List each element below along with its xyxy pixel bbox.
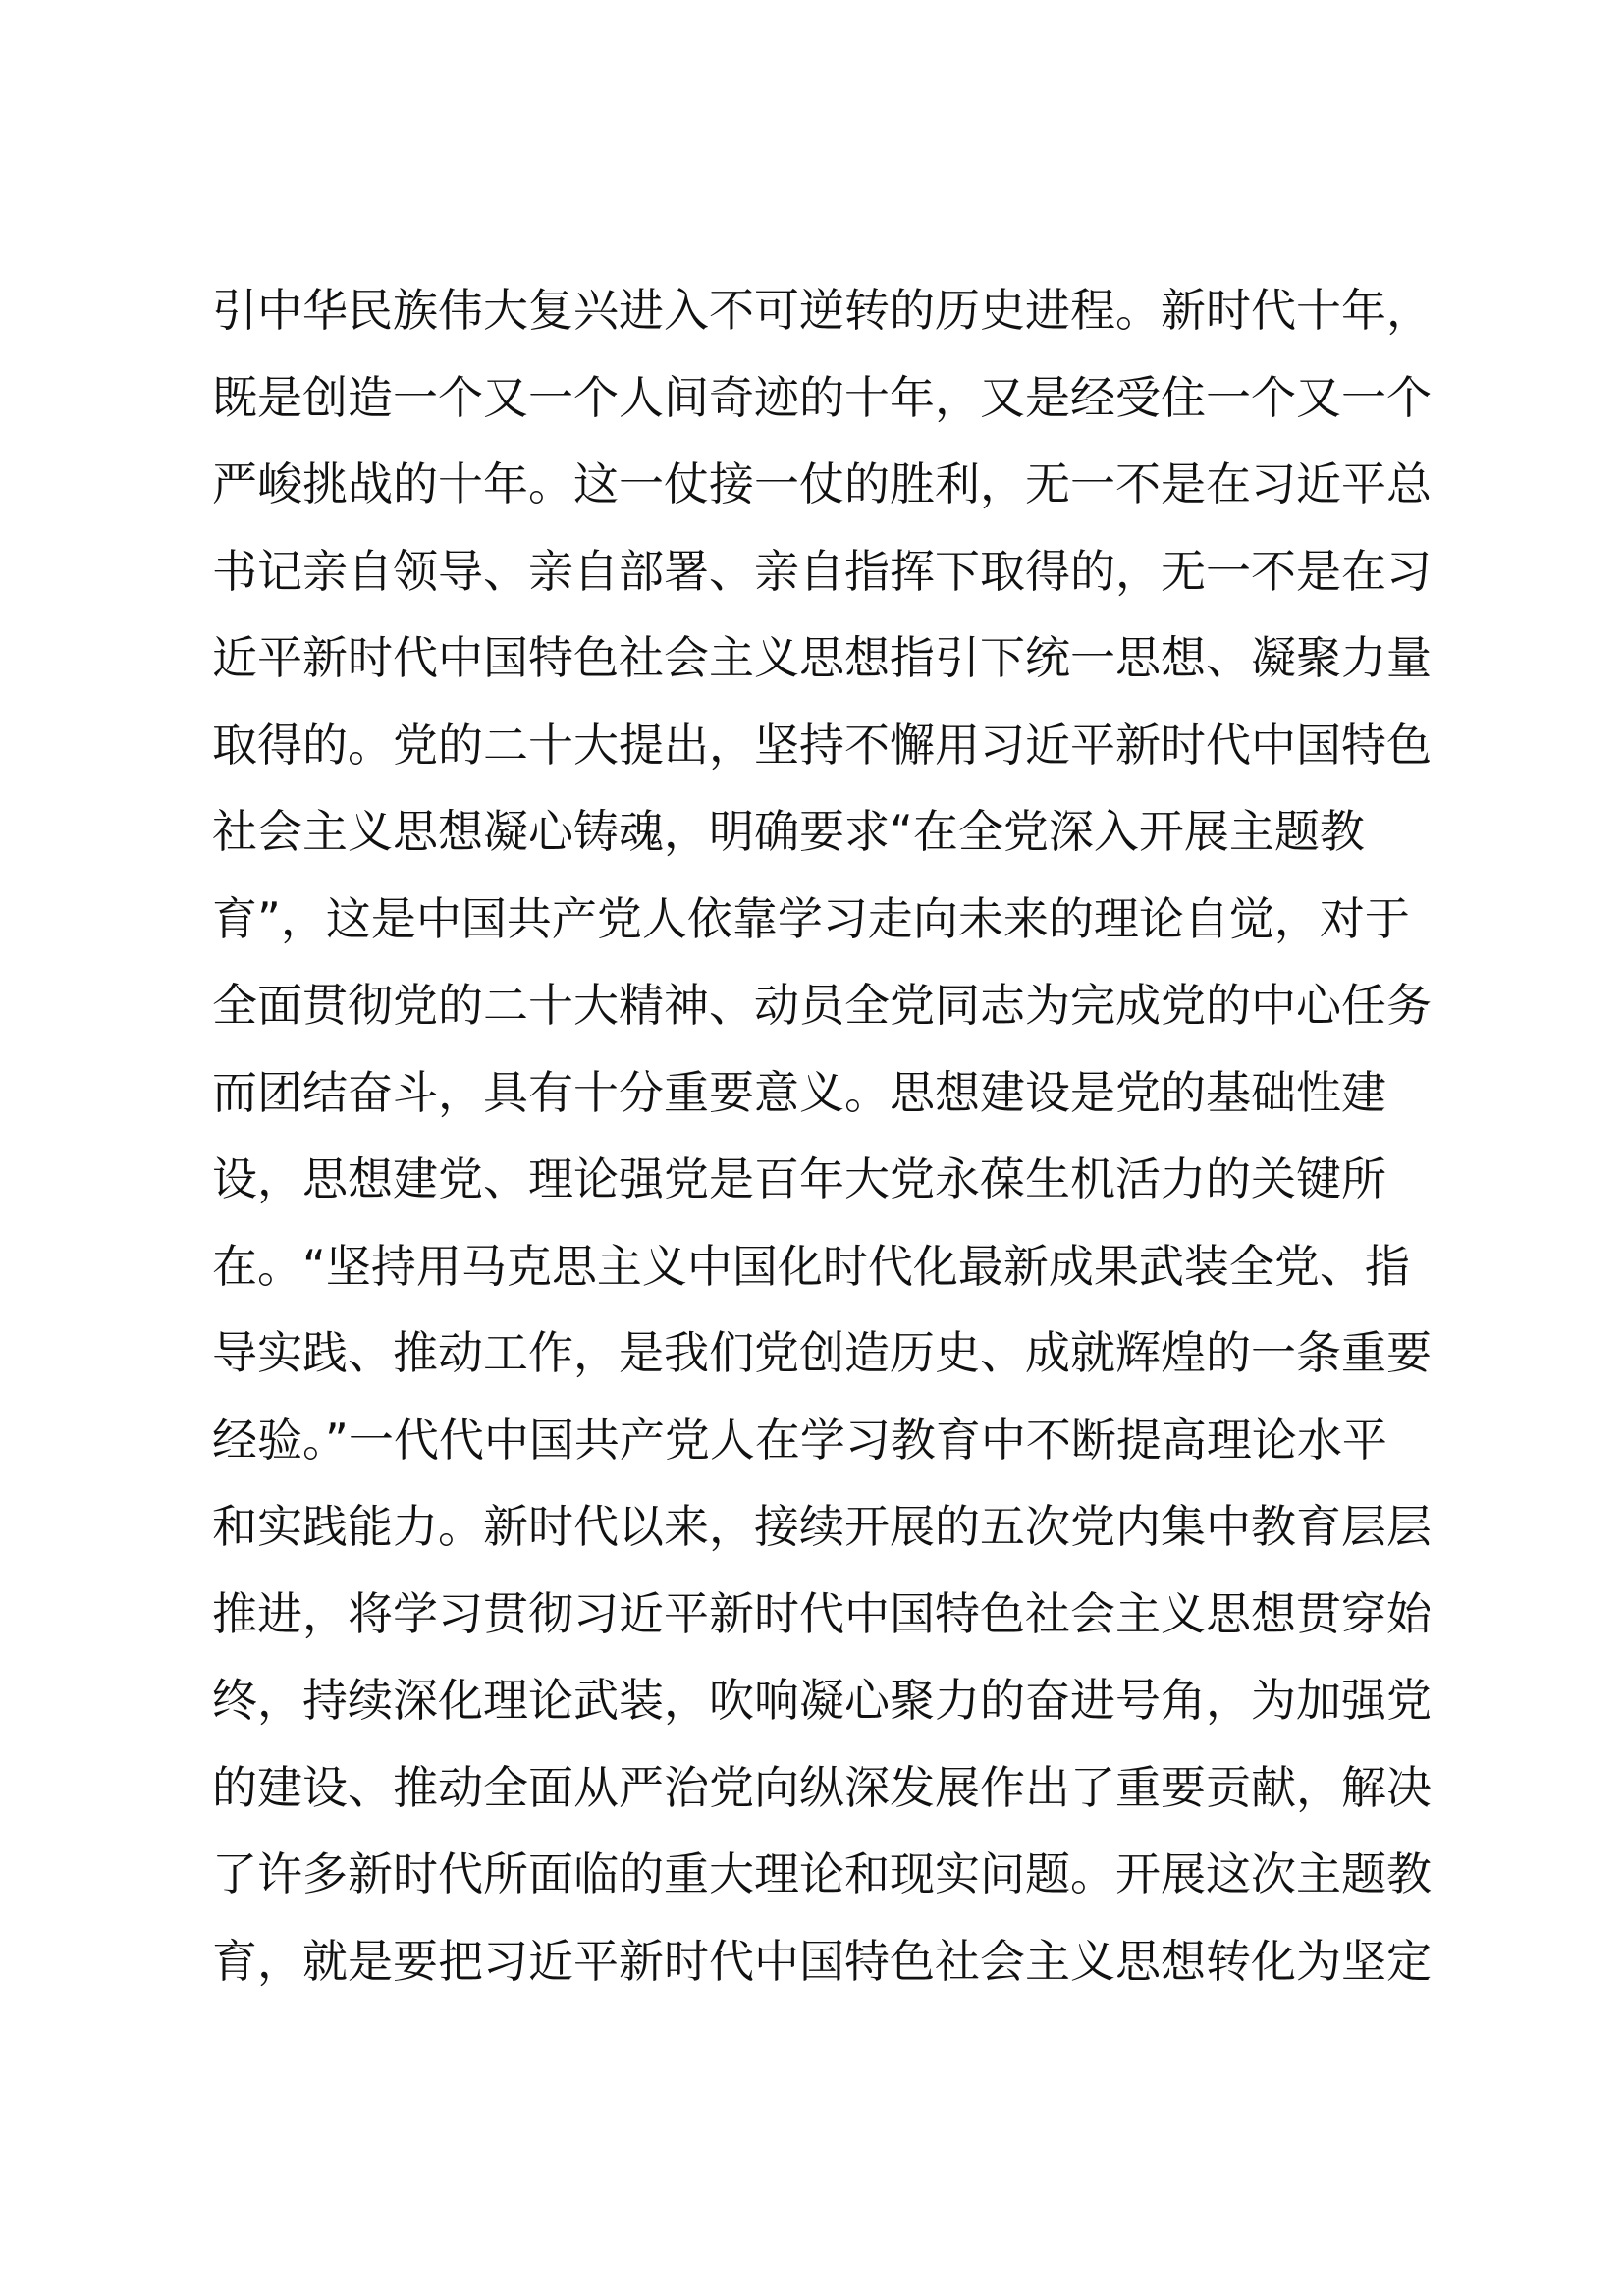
text-line: 终，持续深化理论武装，吹响凝心聚力的奋进号角，为加强党: [212, 1674, 1432, 1727]
text-line: 经验。”一代代中国共产党人在学习教育中不断提高理论水平: [212, 1413, 1387, 1467]
text-line: 的建设、推动全面从严治党向纵深发展作出了重要贡献，解决: [212, 1760, 1432, 1814]
text-line: 近平新时代中国特色社会主义思想指引下统一思想、凝聚力量: [212, 631, 1432, 684]
text-line: 导实践、推动工作，是我们党创造历史、成就辉煌的一条重要: [212, 1326, 1432, 1379]
text-line: 和实践能力。新时代以来，接续开展的五次党内集中教育层层: [212, 1500, 1432, 1553]
text-line: 而团结奋斗，具有十分重要意义。思想建设是党的基础性建: [212, 1065, 1386, 1119]
text-line: 全面贯彻党的二十大精神、动员全党同志为完成党的中心任务: [212, 979, 1432, 1032]
text-line: 引中华民族伟大复兴进入不可逆转的历史进程。新时代十年，: [212, 284, 1432, 337]
text-line: 了许多新时代所面临的重大理论和现实问题。开展这次主题教: [212, 1847, 1432, 1900]
text-line: 取得的。党的二十大提出，坚持不懈用习近平新时代中国特色: [212, 718, 1432, 772]
text-line: 育，就是要把习近平新时代中国特色社会主义思想转化为坚定: [212, 1934, 1432, 1988]
body-text: [212, 267, 1432, 2004]
text-line: 书记亲自领导、亲自部署、亲自指挥下取得的，无一不是在习: [212, 544, 1432, 598]
text-line: 社会主义思想凝心铸魂，明确要求“在全党深入开展主题教: [212, 805, 1365, 858]
text-line: 在。“坚持用马克思主义中国化时代化最新成果武装全党、指: [212, 1239, 1410, 1293]
text-line: 推进，将学习贯彻习近平新时代中国特色社会主义思想贯穿始: [212, 1586, 1432, 1640]
text-line: 既是创造一个又一个人间奇迹的十年，又是经受住一个又一个: [212, 370, 1432, 424]
text-line: 严峻挑战的十年。这一仗接一仗的胜利，无一不是在习近平总: [212, 457, 1432, 510]
text-line: 设，思想建党、理论强党是百年大党永葆生机活力的关键所: [212, 1152, 1386, 1205]
text-line: 育”，这是中国共产党人依靠学习走向未来的理论自觉，对于: [212, 891, 1410, 945]
